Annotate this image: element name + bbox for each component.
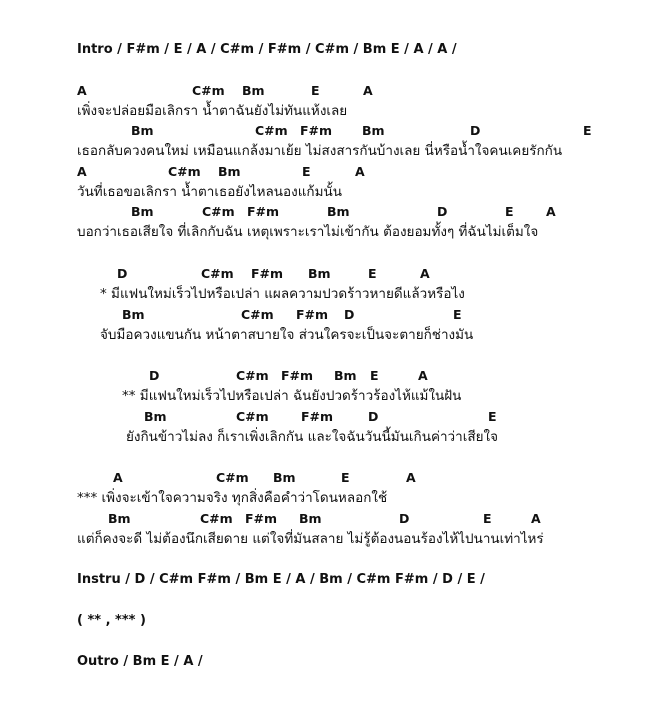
chord-label: F#m (245, 511, 278, 526)
chord-label: Bm (273, 470, 296, 485)
chord-label: E (483, 511, 492, 526)
lyric-line: เธอกลับควงคนใหม่ เหมือนแกล้งมาเย้ย ไม่สงสารกันบ้างเลย นี่หรือน้ำใจคนเคยรักกัน (77, 143, 563, 159)
chord-label: C#m (200, 511, 233, 526)
instru-line: Instru / D / C#m F#m / Bm E / A / Bm / C#m F#m / D / E / (77, 572, 485, 587)
chord-label: A (546, 204, 556, 219)
repeat-line: ( ** , *** ) (77, 613, 146, 628)
outro-line: Outro / Bm E / A / (77, 654, 203, 669)
chord-label: A (113, 470, 123, 485)
chord-label: C#m (216, 470, 249, 485)
chord-label: C#m (255, 123, 288, 138)
chord-label: E (341, 470, 350, 485)
chord-label: F#m (251, 266, 284, 281)
chord-label: F#m (301, 409, 334, 424)
chord-label: E (453, 307, 462, 322)
lyric-line: ** มีแฟนใหม่เร็วไปหรือเปล่า ฉันยังปวดร้าวร้องไห้แม้ในฝัน (122, 388, 462, 404)
chord-label: Bm (327, 204, 350, 219)
lyric-line: เพิ่งจะปล่อยมือเลิกรา น้ำตาฉันยังไม่ทันแห้งเลย (77, 103, 348, 119)
chord-label: D (437, 204, 448, 219)
lyric-line: บอกว่าเธอเสียใจ ที่เลิกกับฉัน เหตุเพราะเราไม่เข้ากัน ต้องยอมทั้งๆ ที่ฉันไม่เต็มใจ (77, 224, 539, 240)
chord-label: E (368, 266, 377, 281)
chord-label: A (77, 164, 87, 179)
chord-label: A (420, 266, 430, 281)
chord-label: A (363, 83, 373, 98)
chord-label: C#m (241, 307, 274, 322)
chord-label: Bm (144, 409, 167, 424)
chord-label: F#m (281, 368, 314, 383)
chord-label: Bm (108, 511, 131, 526)
chord-label: C#m (201, 266, 234, 281)
chord-label: Bm (299, 511, 322, 526)
chord-label: D (149, 368, 160, 383)
chord-label: C#m (202, 204, 235, 219)
chord-label: A (406, 470, 416, 485)
chord-label: E (311, 83, 320, 98)
chord-label: C#m (192, 83, 225, 98)
chord-label: A (531, 511, 541, 526)
chord-label: Bm (131, 123, 154, 138)
chord-label: D (117, 266, 128, 281)
chord-label: C#m (236, 368, 269, 383)
chord-label: D (368, 409, 379, 424)
chord-label: E (370, 368, 379, 383)
chord-label: D (344, 307, 355, 322)
chord-label: C#m (236, 409, 269, 424)
chord-label: A (418, 368, 428, 383)
lyric-line: ยังกินข้าวไม่ลง ก็เราเพิ่งเลิกกัน และใจฉันวันนี้มันเกินค่าว่าเสียใจ (126, 429, 498, 445)
intro-line: Intro / F#m / E / A / C#m / F#m / C#m / Bm E / A / A / (77, 42, 457, 57)
lyric-line: วันที่เธอขอเลิกรา น้ำตาเธอยังไหลนองแก้มนั้น (77, 184, 342, 200)
chord-label: Bm (122, 307, 145, 322)
chord-label: D (470, 123, 481, 138)
chord-label: F#m (247, 204, 280, 219)
chord-label: E (488, 409, 497, 424)
chord-label: E (583, 123, 592, 138)
chord-label: C#m (168, 164, 201, 179)
lyric-line: แต่ก็คงจะดี ไม่ต้องนึกเสียดาย แต่ใจที่มันสลาย ไม่รู้ต้องนอนร้องไห้ไปนานเท่าไหร่ (77, 531, 544, 547)
chord-label: E (302, 164, 311, 179)
chord-label: Bm (362, 123, 385, 138)
chord-label: F#m (296, 307, 329, 322)
chord-label: Bm (308, 266, 331, 281)
chord-label: Bm (218, 164, 241, 179)
lyric-line: จับมือควงแขนกัน หน้าตาสบายใจ ส่วนใครจะเป็นจะตายก็ช่างมัน (100, 327, 474, 343)
chord-label: Bm (242, 83, 265, 98)
chord-label: D (399, 511, 410, 526)
chord-label: Bm (334, 368, 357, 383)
chord-label: E (505, 204, 514, 219)
lyric-line: *** เพิ่งจะเข้าใจความจริง ทุกสิ่งคือคำว่าโดนหลอกใช้ (77, 490, 388, 506)
chord-label: A (355, 164, 365, 179)
chord-label: Bm (131, 204, 154, 219)
lyric-line: * มีแฟนใหม่เร็วไปหรือเปล่า แผลความปวดร้าวหายดีแล้วหรือไง (100, 286, 465, 302)
chord-label: A (77, 83, 87, 98)
chord-label: F#m (300, 123, 333, 138)
